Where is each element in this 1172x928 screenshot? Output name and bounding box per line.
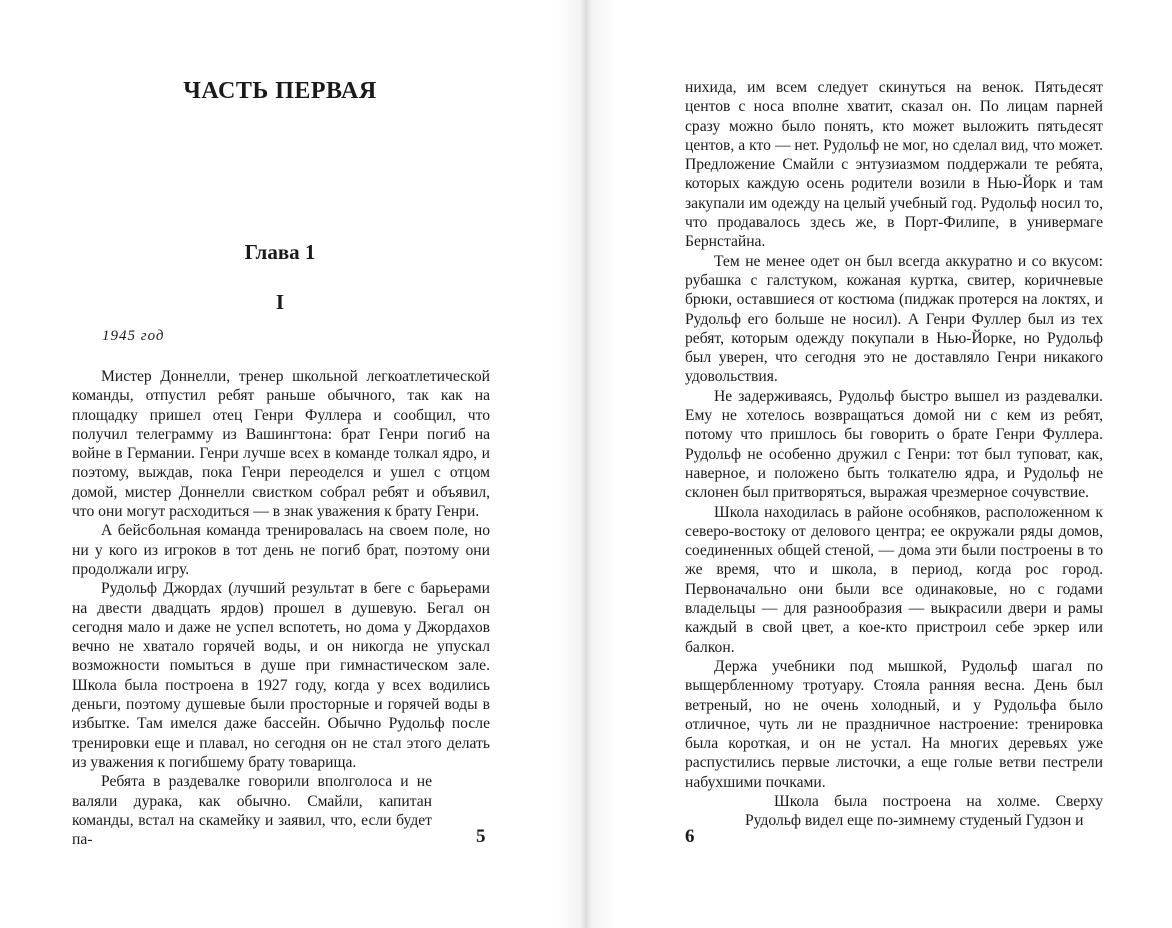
left-text-column — [72, 367, 490, 849]
paragraph: Не задерживаясь, Рудольф быстро вышел из раздевалки. Ему не хотелось возвращаться домой ни с кем из ребят, потому что пришлось бы говорить о брате Генри Фуллера. Рудольф не особенно дружил с Генри: тот был туповат, как, наверное, и положено быть толкателю ядра, и Рудольф не склонен был притворяться, выражая чрезмерное сочувствие. — [685, 387, 1103, 502]
book-gutter — [556, 0, 616, 928]
paragraph: Мистер Доннелли, тренер школьной легкоатлетической команды, отпустил ребят раньше обычного, так как на площадку пришел отец Генри Фуллера и сообщил, что получил телеграмму из Вашингтона: брат Генри погиб на войне в Германии. Генри лучше всех в команде толкал ядро, и поэтому, выждав, пока Генри переоделся и ушел с отцом домой, мистер Доннелли свистком собрал ребят и объявил, что они могут расходиться — в знак уважения к брату Генри. — [72, 368, 490, 521]
paragraph: А бейсбольная команда тренировалась на своем поле, но ни у кого из игроков в тот день не погиб брат, поэтому они продолжали игру. — [72, 522, 490, 578]
paragraph: Ребята в раздевалке говорили вполголоса и не валяли дурака, как обычно. Смайли, капитан команды, встал на скамейку и заявил, что, если будет па- — [72, 773, 432, 849]
paragraph-continuation: нихида, им всем следует скинуться на венок. Пятьдесят центов с носа вполне хватит, сказал он. По лицам парней сразу можно было понять, кто может выложить пятьдесят центов, а кто — нет. Рудольф не мог, но сделал вид, что может. Предложение Смайли с энтузиазмом поддержали те ребята, которых каждую осень родители возили в Нью-Йорк и там закупали им одежду на целый учебный год. Рудольф носил то, что продавалось здесь же, в Порт-Филипе, в универмаге Бернстайна. — [685, 79, 1103, 251]
page-number: 5 — [476, 826, 486, 847]
right-text-column — [685, 78, 1103, 831]
part-title: ЧАСТЬ ПЕРВАЯ — [183, 78, 377, 104]
paragraph: Школа была построена на холме. Сверху Рудольф видел еще по-зимнему студеный Гудзон и — [745, 792, 1103, 830]
paragraph: Рудольф Джордах (лучший результат в беге с барьерами на двести двадцать ярдов) прошел в душевую. Бегал он сегодня мало и даже не успел вспотеть, но дома у Джордахов вечно не хватало горячей воды, и он никогда не упускал возможности помыться в душе при гимнастическом зале. Школа была построена в 1927 году, когда у всех водились деньги, поэтому душевые были просторные и горячей воды в избытке. Там имелся даже бассейн. Обычно Рудольф после тренировки еще и плавал, но сегодня он не стал этого делать из уважения к погибшему брату товарища. — [72, 580, 490, 771]
paragraph: Держа учебники под мышкой, Рудольф шагал по выщербленному тротуару. Стояла ранняя весна. День был ветреный, но не очень холодный, и у Рудольфа было отличное, чуть ли не праздничное настроение: тренировка была короткая, и он не устал. На многих деревьях уже распустились первые листочки, а еще голые ветви пестрели набухшими почками. — [685, 657, 1103, 791]
section-number: I — [275, 290, 285, 314]
chapter-title: Глава 1 — [244, 240, 316, 264]
paragraph: Школа находилась в районе особняков, расположенном к северо-востоку от делового центра; ее окружали ряды домов, соединенных общей стеной, — дома эти были построены в то же время, что и школа, в период, когда рос город. Первоначально они были все одинаковые, но с годами владельцы — для разнообразия — выкрасили двери и рамы каждый в свой цвет, а кое-кто пристроил себе эркер или балкон. — [685, 503, 1103, 656]
page-number: 6 — [685, 826, 695, 847]
paragraph: Тем не менее одет он был всегда аккуратно и со вкусом: рубашка с галстуком, кожаная куртка, свитер, коричневые брюки, оставшиеся от костюма (пиджак протерся на локтях, и Рудольф его больше не носил). А Генри Фуллер был из тех ребят, которым одежду покупали в Нью-Йорке, но Рудольф был уверен, что сегодня это не доставляло Генри никакого удовольствия. — [685, 252, 1103, 386]
year-line: 1945 год — [102, 328, 165, 344]
